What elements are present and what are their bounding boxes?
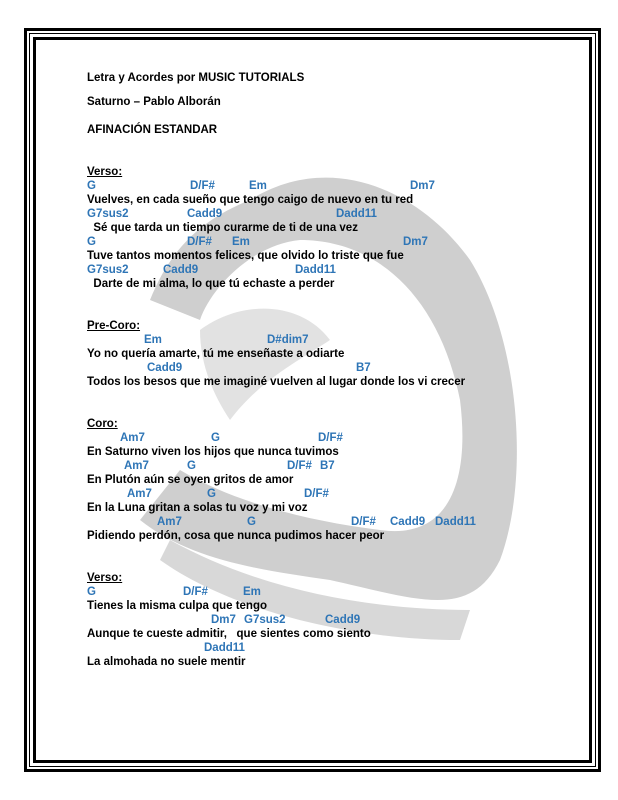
chord: G7sus2 [87,208,129,220]
chord: D#dim7 [267,334,309,346]
lyric-line: Vuelves, en cada sueño que tengo caigo de nuevo en tu red [87,194,414,206]
chord: D/F# [318,432,343,444]
chord: Am7 [157,516,182,528]
chord: B7 [320,460,335,472]
lyric-line: Tienes la misma culpa que tengo [87,600,268,612]
section-title-coro: Coro: [87,418,118,430]
chord: G [207,488,216,500]
chord: D/F# [304,488,329,500]
chord: Am7 [120,432,145,444]
song-title: Saturno – Pablo Alborán [87,96,221,108]
chord: D/F# [187,236,212,248]
chord: Dadd11 [295,264,336,276]
chord: D/F# [190,180,215,192]
lyric-line: Yo no quería amarte, tú me enseñaste a odiarte [87,348,345,360]
lyric-line: Tuve tantos momentos felices, que olvido lo triste que fue [87,250,404,262]
chord: Dadd11 [435,516,476,528]
chord: Dadd11 [204,642,245,654]
credit-line: Letra y Acordes por MUSIC TUTORIALS [87,72,305,84]
lyric-line: Darte de mi alma, lo que tú echaste a perder [87,278,335,290]
lyric-line: Pidiendo perdón, cosa que nunca pudimos hacer peor [87,530,385,542]
chord: Cadd9 [163,264,199,276]
chord: B7 [356,362,371,374]
chord: Am7 [127,488,152,500]
chord: D/F# [287,460,312,472]
lyric-line: Sé que tarda un tiempo curarme de ti de una vez [87,222,358,234]
chord: G [87,586,96,598]
lyric-line: La almohada no suele mentir [87,656,246,668]
chord: Dadd11 [336,208,377,220]
tuning-label: AFINACIÓN ESTANDAR [87,124,218,136]
chord: Cadd9 [147,362,183,374]
lyric-line: Todos los besos que me imaginé vuelven al lugar donde los vi crecer [87,376,466,388]
lyric-line: En la Luna gritan a solas tu voz y mi voz [87,502,308,514]
lyric-line: Aunque te cueste admitir, que sientes como siento [87,628,371,640]
chord: D/F# [183,586,208,598]
chord: Em [232,236,250,248]
section-title-verso: Verso: [87,166,123,178]
chord: G7sus2 [87,264,129,276]
chord: G7sus2 [244,614,286,626]
chord: G [247,516,256,528]
chord: Em [243,586,261,598]
lyric-line: En Plutón aún se oyen gritos de amor [87,474,294,486]
chord: G [187,460,196,472]
lyric-line: En Saturno viven los hijos que nunca tuvimos [87,446,339,458]
chord: Dm7 [211,614,236,626]
chord: G [87,180,96,192]
chord: Dm7 [410,180,435,192]
chord: Cadd9 [187,208,223,220]
chord: Dm7 [403,236,428,248]
chord: Em [144,334,162,346]
chord: G [87,236,96,248]
section-title-pre-coro: Pre-Coro: [87,320,141,332]
chord: Em [249,180,267,192]
chord: G [211,432,220,444]
chord: D/F# [351,516,376,528]
section-title-verso: Verso: [87,572,123,584]
chord: Cadd9 [325,614,361,626]
chord: Cadd9 [390,516,426,528]
chord: Am7 [124,460,149,472]
